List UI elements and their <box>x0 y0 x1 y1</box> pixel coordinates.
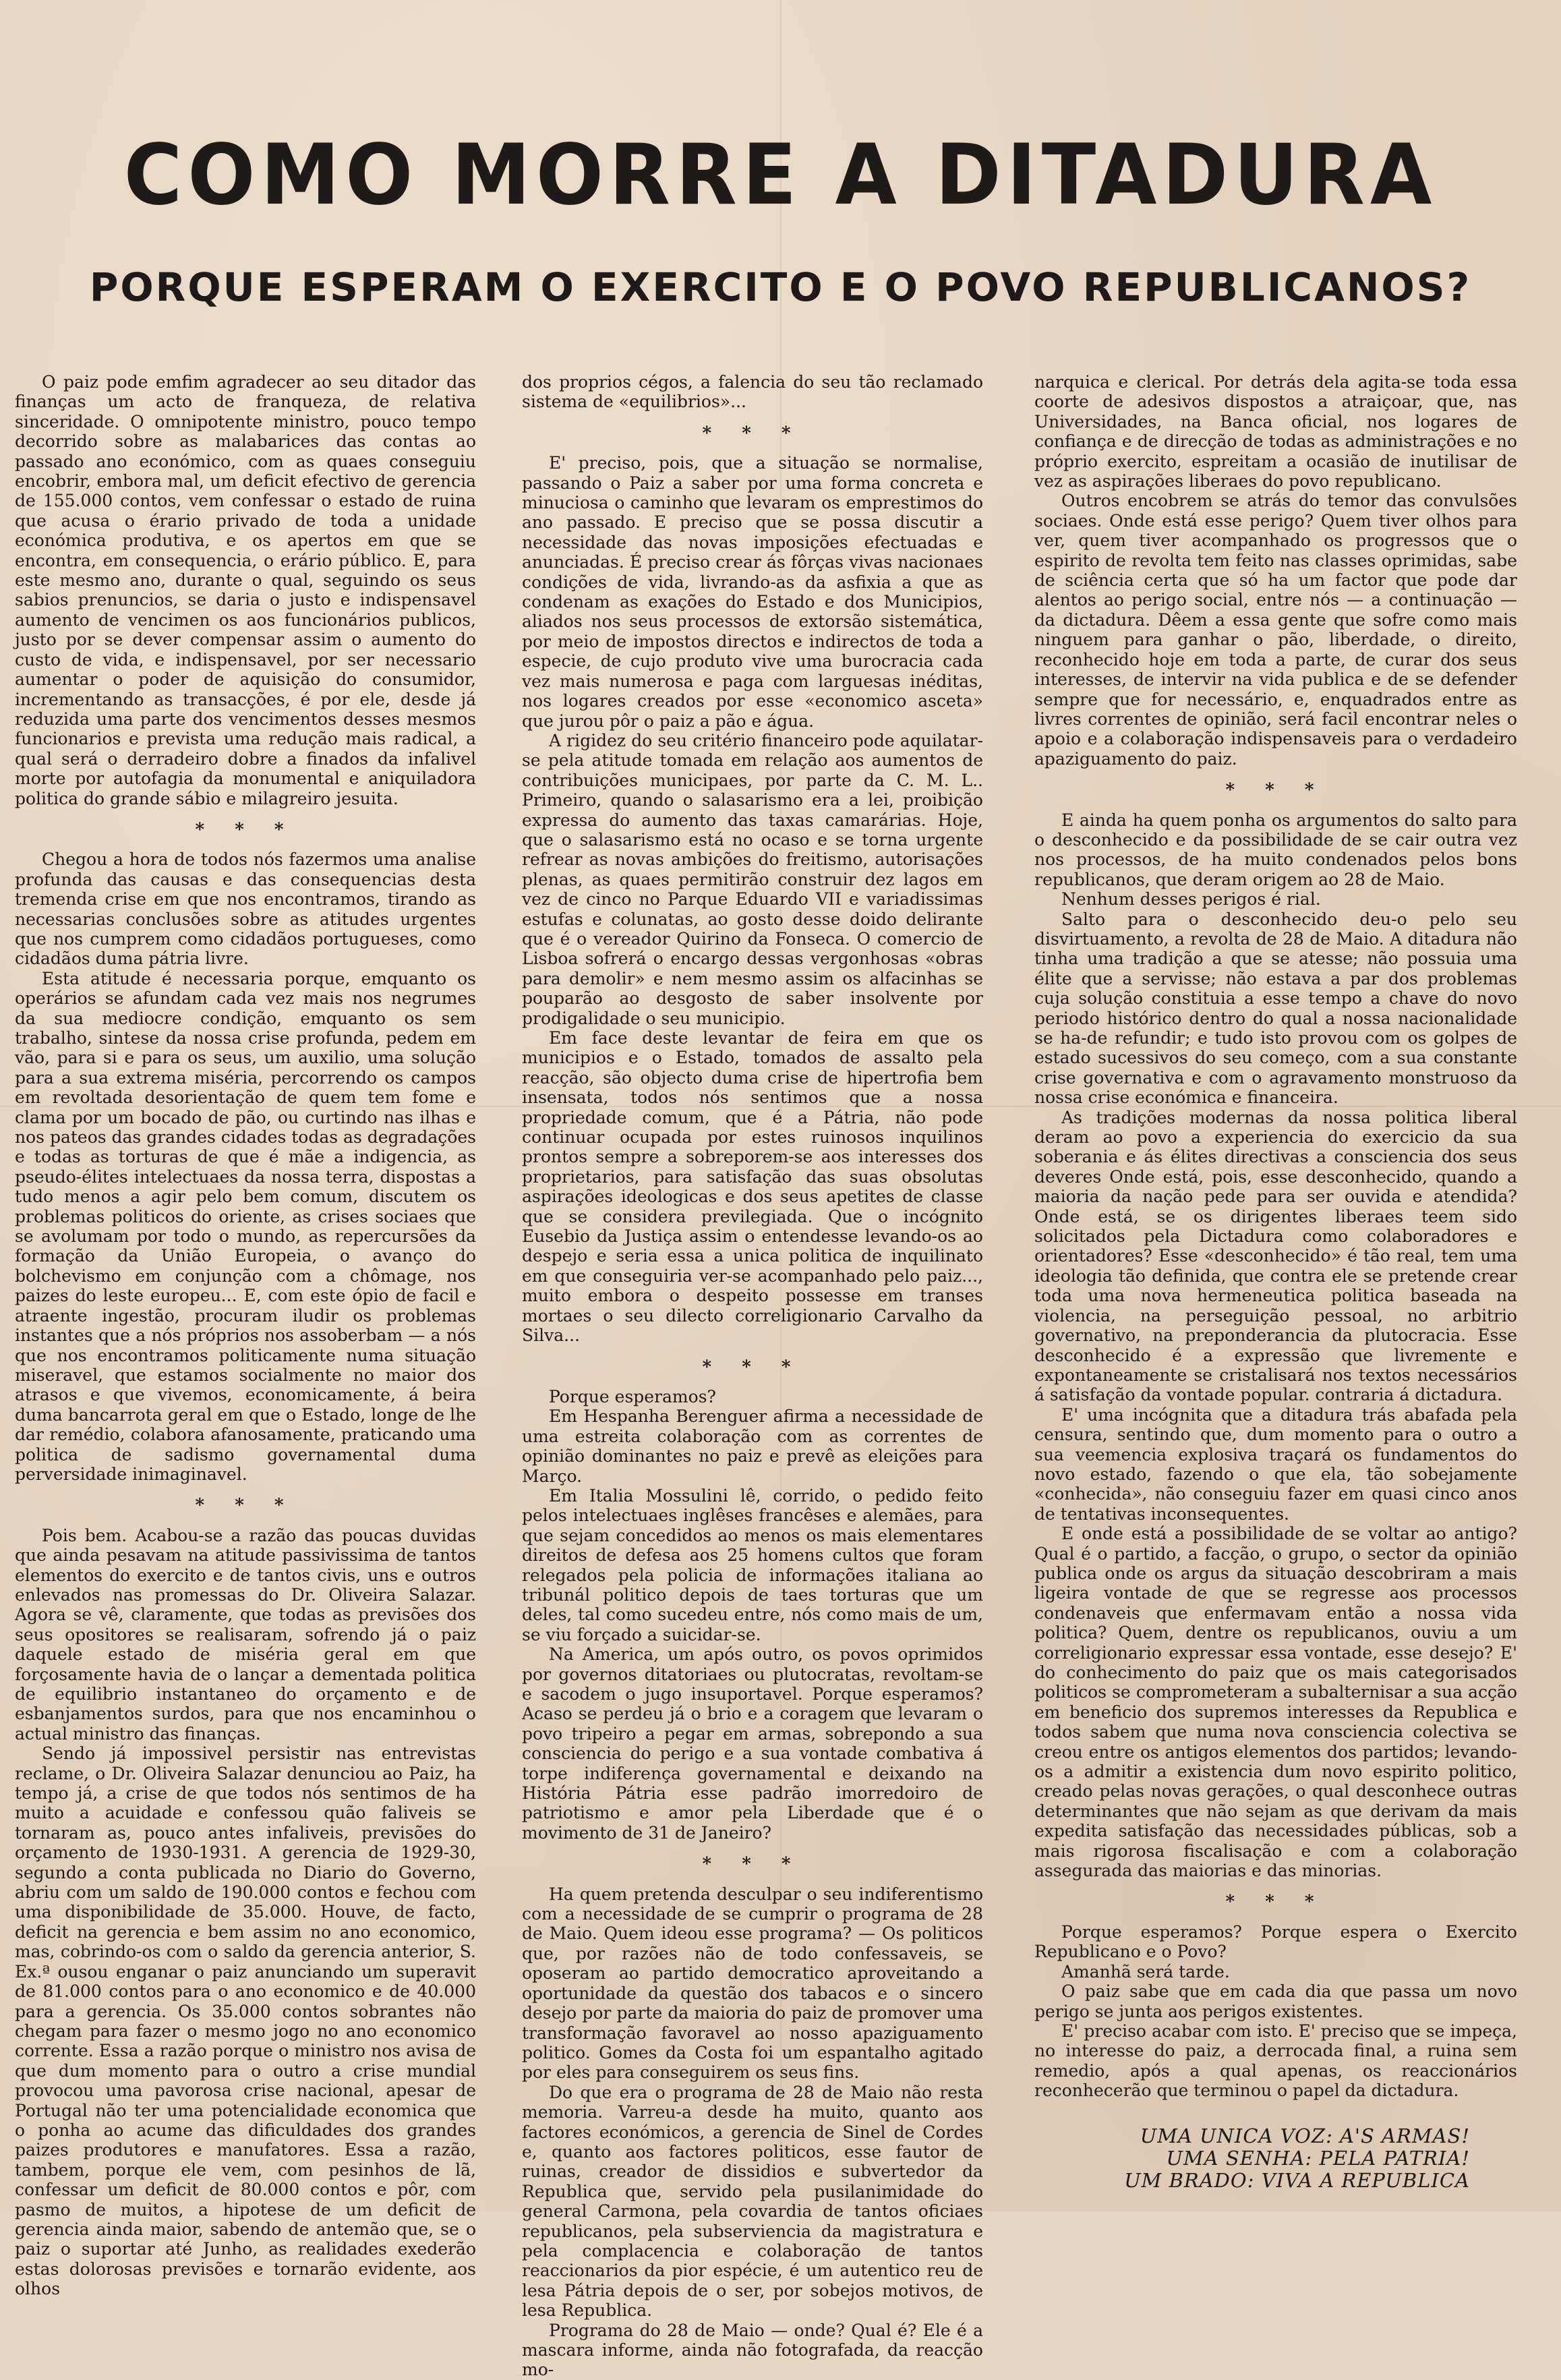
paragraph: Do que era o programa de 28 de Maio não resta memoria. Varreu-a desde ha muito, quanto aos factores económicos, a gerencia de Sinel de Cordes e, quanto aos factores politicos, esse fautor de ruinas, creador de dissidios e subvertedor da Republica que, servido pela pusilanimidade do general Carmona, pela covardia de tantos oficiaes republicanos, pela subserviencia da magistratura e pela complacencia e colaboração de tantos reaccionarios da pior espécie, é um autentico reu de lesa Pátria depois de o ser, por sobejos motivos, de lesa Republica. <box>522 2082 983 2321</box>
paragraph: Salto para o desconhecido deu-o pelo seu disvirtuamento, a revolta de 28 de Maio. A ditadura não tinha uma tradição a que se atesse; não possuia uma élite que a servisse; não estava a par dos problemas cuja solução constituia a esse tempo a chave do novo periodo histórico dentro do qual a nossa nacionalidade se ha-de refundir; e tudo isto provou com os golpes de estado sucessivos do seu começo, com a sua constante crise governativa e com o agravamento monstruoso da nossa crise económica e financeira. <box>1034 909 1517 1108</box>
slogan-line: UMA UNICA VOZ: A'S ARMAS! <box>1140 2124 1470 2147</box>
section-separator: * * * <box>1225 1892 1326 1913</box>
paragraph: Porque esperamos? Porque espera o Exercito Republicano e o Povo? <box>1034 1922 1517 1962</box>
paragraph: Nenhum desses perigos é rial. <box>1061 889 1321 910</box>
paragraph: Em Italia Mossulini lê, corrido, o pedido feito pelos intelectuaes inglêses francêses e alemães, para que sejam concedidos ao menos os mais elementares direitos de defesa aos 25 homens cultos que foram relegados pela policia de informações italiana ao tribunál politico depois de taes torturas que um deles, tal como sucedeu entre, nós como mais de um, se viu forçado a suicidar-se. <box>522 1485 983 1644</box>
paragraph: Esta atitude é necessaria porque, emquanto os operários se afundam cada vez mais nos negrumes da sua mediocre condição, emquanto os sem trabalho, sintese da nossa crise profunda, pedem em vão, para si e para os seus, um auxilio, uma solução para a sua extrema miséria, percorrendo os campos em revoltada desorientação de quem tem fome e clama por um bocado de pão, ou curtindo nas ilhas e nos pateos das grandes cidades todas as degradações e todas as torturas de que é mãe a indigencia, as pseudo-élites intelectuaes da nossa terra, dispostas a tudo menos a agir pelo bem comum, discutem os problemas politicos do oriente, as crises sociaes que se avolumam por todo o mundo, as repercursões da formação da União Europeia, o avanço do bolchevismo em conjunção com a chômage, nos paizes do leste europeu... E, com este ópio de facil e atraente ingestão, procuram iludir os problemas instantes que a nós próprios nos assoberbam — a nós que nos encontramos politicamente numa situação miseravel, que estamos socialmente no maior dos atrasos e que vivemos, economicamente, á beira duma bancarrota geral em que o Estado, longe de lhe dar remédio, colabora afanosamente, praticando uma politica de sadismo governamental duma perversidade inimaginavel. <box>15 968 476 1484</box>
section-separator: * * * <box>702 1357 803 1377</box>
article-column-3 <box>1034 372 1517 2192</box>
page-title: COMO MORRE A DITADURA <box>123 125 1438 224</box>
paragraph: Na America, um após outro, os povos oprimidos por governos ditatoriaes ou plutocratas, revoltam-se e sacodem o jugo insuportavel. Porque esperamos? Acaso se perdeu já o brio e a coragem que levaram o povo tripeiro a pegar em armas, sobrepondo a sua consciencia do perigo e a sua vontade combativa á torpe indiferença governamental e deixando na História Pátria esse padrão imorredoiro de patriotismo e amor pela Liberdade que é o movimento de 31 de Janeiro? <box>522 1644 983 1843</box>
page-subtitle: PORQUE ESPERAM O EXERCITO E O POVO REPUBLICANOS? <box>89 264 1472 310</box>
paragraph: Pois bem. Acabou-se a razão das poucas duvidas que ainda pesavam na atitude passivissima de tantos elementos do exercito e de tantos civis, uns e outros enlevados nas promessas do Dr. Oliveira Salazar. Agora se vê, claramente, que todas as previsões dos seus opositores se realisaram, sofrendo já o paiz daquele estado de miséria geral em que forçosamente havia de o lançar a dementada politica de equilibrio instantaneo do orçamento e de esbanjamentos surdos, para que nos encaminhou o actual ministro das finanças. <box>15 1525 476 1744</box>
section-separator: * * * <box>702 1854 803 1875</box>
paragraph: narquica e clerical. Por detrás dela agita-se toda essa coorte de adesivos dispostos a atraiçoar, que, nas Universidades, na Banca oficial, nos logares de confiança e de direcção de todas as administrações e no próprio exercito, espreitam a ocasião de inutilisar de vez as aspirações liberaes do povo republicano. <box>1034 372 1517 492</box>
paragraph: E onde está a possibilidade de se voltar ao antigo? Qual é o partido, a facção, o grupo, o sector da opinião publica onde os argus da situação descobriram a mais ligeira vontade de que se regresse aos processos condenaveis que enfermavam então a nossa vida politica? Quem, dentre os republicanos, ouviu a um correligionario expressar essa vontade, esse desejo? E' do conhecimento do paiz que os mais categorisados politicos se comprometeram a subalternisar a sua acção em beneficio dos supremos interesses da Republica e todos sabem que numa nova consciencia colectiva se creou entre os antigos elementos dos partidos; levando-os a admitir a existencia dum novo espirito politico, creado pelas novas gerações, o qual desconhece outras determinantes que não sejam as que derivam da mais expedita satisfação das necessidades públicas, sob a mais rigorosa fiscalisação e com a colaboração assegurada das maiorias e das minorias. <box>1034 1524 1517 1881</box>
paragraph: Ha quem pretenda desculpar o seu indiferentismo com a necessidade de se cumprir o programa de 28 de Maio. Quem ideou esse programa? — Os politicos que, por razões não de todo confessaveis, se oposeram ao partido democratico aproveitando a oportunidade da questão dos tabacos e o sincero desejo por parte da maioria do paiz de promover uma transformação favoravel ao nosso apaziguamento politico. Gomes da Costa foi um espantalho agitado por eles para conseguirem os seus fins. <box>522 1884 983 2083</box>
paragraph: E' uma incógnita que a ditadura trás abafada pela censura, sentindo que, dum momento para o outro a sua veemencia explosiva traçará os fundamentos do novo estado, fazendo o que ela, tão sobejamente «conhecida», não conseguiu fazer em quasi cinco anos de tentativas inconsequentes. <box>1034 1404 1517 1524</box>
paragraph: As tradições modernas da nossa politica liberal deram ao povo a experiencia do exercicio da sua soberania e ás élites directivas a consciencia dos seus deveres Onde está, pois, esse desconhecido, quando a maioria da nação pede para ser ouvida e atendida? Onde está, se os dirigentes liberaes teem sido solicitados pela Dictadura como colaboradores e orientadores? Esse «desconhecido» é tão real, tem uma ideologia tão definida, que contra ele se pretende crear toda uma nova hermeneutica politica baseada na violencia, na perseguição pessoal, no arbitrio governativo, na preponderancia da plutocracia. Esse desconhecido é a expressão que livremente e expontaneamente se cristalisará nos textos necessários á satisfação da vontade popular. contraria á dictadura. <box>1034 1107 1517 1405</box>
section-separator: * * * <box>702 423 803 444</box>
article-column-1 <box>15 372 476 2299</box>
slogan-line: UMA SENHA: PELA PATRIA! <box>1166 2146 1470 2170</box>
article-column-2 <box>522 372 983 2380</box>
paragraph: Em face deste levantar de feira em que os municipios e o Estado, tomados de assalto pela reacção, são objecto duma crise de hipertrofia bem insensata, todos nós sentimos que a nossa propriedade comum, que é a Pátria, não pode continuar ocupada por estes ruinosos inquilinos prontos sempre a sobreporem-se aos interesses dos proprietarios, para satisfação das suas obsolutas aspirações ideologicas e dos seus apetites de classe que se considera previlegiada. Que o incógnito Eusebio da Justiça assim o entendesse levando-os ao despejo e seria essa a unica politica de inquilinato em que conseguiria ver-se acompanhado pelo paiz..., muito embora o despeito possesse em transes mortaes o seu dilecto correligionario Carvalho da Silva... <box>522 1028 983 1346</box>
paragraph: A rigidez do seu critério financeiro pode aquilatar-se pela atitude tomada em relação aos aumentos de contribuições municipaes, por parte da C. M. L.. Primeiro, quando o salasarismo era a lei, proibição expressa do aumento das taxas camarárias. Hoje, que o salasarismo está no ocaso e se torna urgente refrear as novas ambições do freitismo, autorisações plenas, as quaes permitirão construir dez lagos em vez de cinco no Parque Eduardo VII e variadissimas estufas e colunatas, ao gosto desse doido delirante que é o vereador Quirino da Fonseca. O comercio de Lisboa sofrerá o encargo dessas vergonhosas «obras para demolir» e nem mesmo assim os alfacinhas se pouparão ao desgosto de saber insolvente por prodigalidade o seu municipio. <box>522 730 983 1028</box>
paragraph: E' preciso acabar com isto. E' preciso que se impeça, no interesse do paiz, a derrocada final, a ruina sem remedio, após a qual apenas, os reaccionários reconhecerão que terminou o papel da dictadura. <box>1034 2021 1517 2101</box>
slogan-line: UM BRADO: VIVA A REPUBLICA <box>1124 2168 1470 2192</box>
paragraph: E' preciso, pois, que a situação se normalise, passando o Paiz a saber por uma forma concreta e minuciosa o caminho que levaram os emprestimos do ano passado. E preciso que se possa discutir a necessidade das novas imposições efectuadas e anunciadas. É preciso crear ás fôrças vivas nacionaes condições de vida, livrando-as da asfixia a que as condenam as exações do Estado e dos Municipios, aliados nos seus processos de extorsão sistemática, por meio de impostos directos e indirectos de toda a especie, de cujo produto vive uma burocracia cada vez mais numerosa e paga com larguesas inéditas, nos logares creados por esse «economico asceta» que jurou pôr o paiz a pão e água. <box>522 453 983 731</box>
paragraph: Em Hespanha Berenguer afirma a necessidade de uma estreita colaboração com as correntes de opinião dominantes no paiz e prevê as eleições para Março. <box>522 1406 983 1486</box>
paragraph: O paiz pode emfim agradecer ao seu ditador das finanças um acto de franqueza, de relativa sinceridade. O omnipotente ministro, pouco tempo decorrido sobre as malabarices das contas ao passado ano económico, com as quaes conseguiu encobrir, embora mal, um deficit efectivo de gerencia de 155.000 contos, vem confessar o estado de ruina que acusa o érario privado de toda a unidade económica produtiva, e os apertos em que se encontra, em consequencia, o erário público. E, para este mesmo ano, durante o qual, seguindo os seus sabios prenuncios, se daria o justo e indispensavel aumento de vencimen os aos funcionários publicos, justo por se dever compensar assim o aumento do custo de vida, e indispensavel, por ser necessario aumentar o poder de aquisição do consumidor, incrementando as transacções, é por ele, desde já reduzida uma parte dos vencimentos desses mesmos funcionarios e prevista uma redução mais radical, a qual será o derradeiro dobre a finados da infalivel morte por autofagia da monumental e aniquiladora politica do grande sábio e milagreiro jesuita. <box>15 372 476 808</box>
closing-slogans <box>1034 2125 1517 2192</box>
paragraph: Programa do 28 de Maio — onde? Qual é? Ele é a mascara informe, ainda não fotografada, da reacção mo- <box>522 2320 983 2380</box>
paragraph: O paiz sabe que em cada dia que passa um novo perigo se junta aos perigos existentes. <box>1034 1982 1517 2021</box>
section-separator: * * * <box>195 819 296 840</box>
paragraph: dos proprios cégos, a falencia do seu tão reclamado sistema de «equilibrios»... <box>522 372 983 412</box>
section-separator: * * * <box>1225 780 1326 801</box>
paragraph: E ainda ha quem ponha os argumentos do salto para o desconhecido e da possibilidade de se cair outra vez nos processos, de ha muito condenados pelos bons republicanos, que deram origem ao 28 de Maio. <box>1034 810 1517 889</box>
paragraph: Chegou a hora de todos nós fazermos uma analise profunda das causas e das consequencias desta tremenda crise em que nos encontramos, tirando as necessarias conclusões sobre as atitudes urgentes que nos cumprem como cidadãos portugueses, como cidadãos duma pátria livre. <box>15 850 476 969</box>
paragraph: Amanhã será tarde. <box>1061 1961 1230 1982</box>
paragraph: Porque esperamos? <box>549 1386 716 1406</box>
section-separator: * * * <box>195 1495 296 1516</box>
paragraph: Sendo já impossivel persistir nas entrevistas reclame, o Dr. Oliveira Salazar denunciou ao Paiz, ha tempo já, a crise de que todos nós sentimos de ha muito a acuidade e confessou quão faliveis se tornaram as, pouco antes infaliveis, previsões do orçamento de 1930-1931. A gerencia de 1929-30, segundo a conta publicada no Diario do Governo, abriu com um saldo de 190.000 contos e fechou com uma disponibilidade de 35.000. Houve, de facto, deficit na gerencia e bem assim no ano economico, mas, cobrindo-os com o saldo da gerencia anterior, S. Ex.ª ousou enganar o paiz anunciando um superavit de 81.000 contos para o ano economico e de 40.000 para a gerencia. Os 35.000 contos sobrantes não chegam para fazer o mesmo jogo no ano economico corrente. Essa a razão porque o ministro nos avisa de que dum momento para o outro a crise mundial provocou uma pavorosa crise nacional, apesar de Portugal não ter uma potencialidade economica que o ponha ao acume das dificuldades dos grandes paizes produtores e manufatores. Essa a razão, tambem, porque ele vem, com pesinhos de lã, confessar um deficit de 80.000 contos e pôr, com pasmo de muitos, a hipotese de um deficit de gerencia ainda maior, sabendo de antemão que, se o paiz o suportar até Junho, as realidades exederão estas dolorosas previsões e tornarão evidente, aos olhos <box>15 1744 476 2299</box>
paragraph: Outros encobrem se atrás do temor das convulsões sociaes. Onde está esse perigo? Quem tiver olhos para ver, quem tiver acompanhado os progressos que o espirito de revolta tem feito nas classes oprimidas, sabe de sciência certa que só ha um factor que pode dar alentos ao perigo social, entre nós — a continuação — da dictadura. Dêem a essa gente que sofre como mais ninguem para ganhar o pão, liberdade, o direito, reconhecido hoje em toda a parte, de curar dos seus interesses, de intervir na vida publica e de se defender sempre que for necessário, e, enquadrados entre as livres correntes de opinião, será facil encontrar neles o apoio e a colaboração indispensaveis para o verdadeiro apaziguamento do paiz. <box>1034 491 1517 769</box>
